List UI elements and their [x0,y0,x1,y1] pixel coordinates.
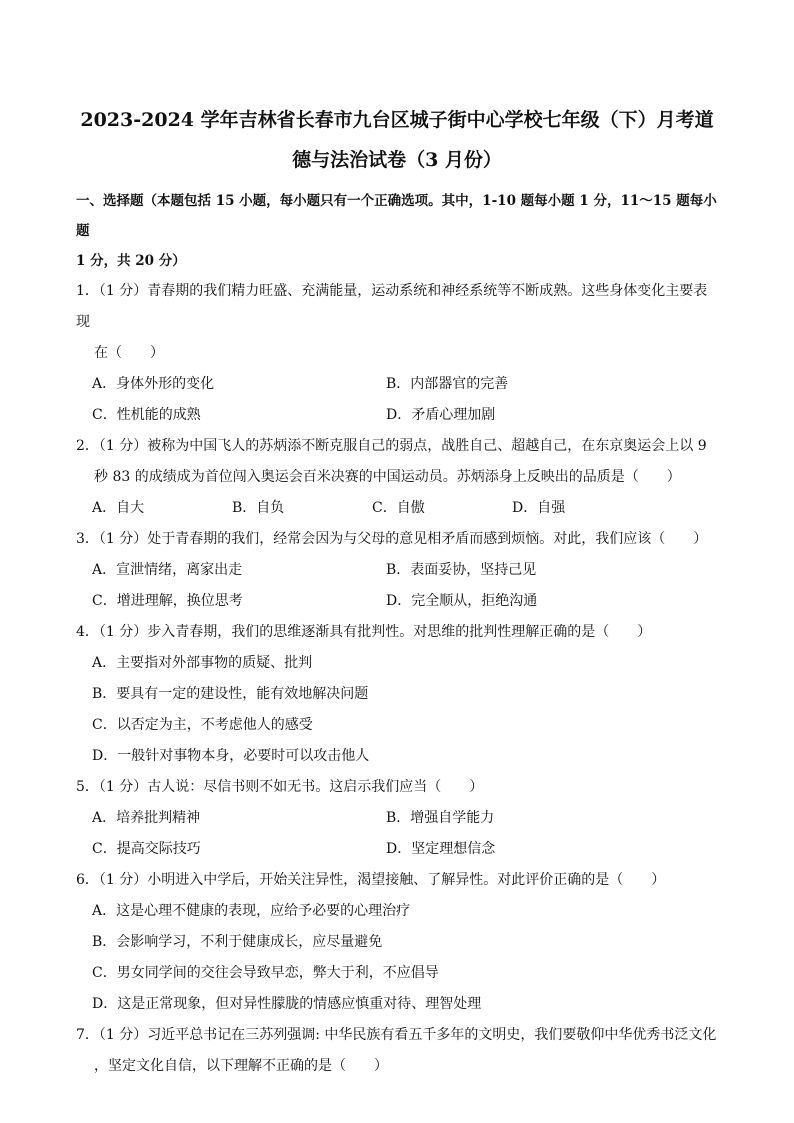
question-5-option-c: C．提高交际技巧 [92,841,201,857]
question-5-stem [76,772,718,803]
question-6-option-b: B．会影响学习，不利于健康成长，应尽量避免 [92,934,383,950]
question-4-stem-line-1: 4．（1 分）步入青春期，我们的思维逐渐具有批判性。对思维的批判性理解正确的是（ ） [76,624,652,640]
question-1-option-b: B．内部器官的完善 [386,376,509,392]
question-1-stem-line-1: 1．（1 分）青春期的我们精力旺盛、充满能量，运动系统和神经系统等不断成熟。这些身体变化主要表现 [76,283,708,330]
question-3-option-a: A．宣泄情绪，离家出走 [92,562,243,578]
question-3-stem-line-1: 3．（1 分）处于青春期的我们，经常会因为与父母的意见相矛盾而感到烦恼。对此，我们应该（ ） [76,531,708,547]
question-2-option-a: A．自大 [92,500,145,516]
question-1 [76,276,718,431]
question-2-stem-line-2: 秒 83 的成绩成为首位闯入奥运会百米决赛的中国运动员。苏炳添身上反映出的品质是（ ） [94,469,681,485]
question-6-option-c: C．男女同学间的交往会导致早恋，弊大于利，不应倡导 [92,965,439,981]
question-1-stem [76,276,718,369]
question-5-option-a: A．培养批判精神 [92,810,201,826]
question-5-options [76,803,718,865]
exam-title-line-2: 德与法治试卷（3 月份） [292,149,502,171]
question-2-stem [76,431,718,493]
question-4 [76,617,718,772]
question-4-stem [76,617,718,648]
question-4-option-c: C．以否定为主，不考虑他人的感受 [92,717,313,733]
question-3-stem [76,524,718,555]
exam-title [76,100,718,180]
question-2-option-c: C．自傲 [372,500,425,516]
question-5 [76,772,718,865]
question-7-stem [76,1020,718,1082]
question-3-option-c: C．增进理解，换位思考 [92,593,243,609]
question-6-option-d: D．这是正常现象，但对异性朦胧的情感应慎重对待、理智处理 [92,996,482,1012]
question-1-stem-line-2: 在（ ） [94,345,164,361]
question-1-option-c: C．性机能的成熟 [92,407,201,423]
question-2-stem-line-1: 2．（1 分）被称为中国飞人的苏炳添不断克服自己的弱点，战胜自己、超越自己，在东京奥运会上以 9 [76,438,707,454]
question-2-options [76,493,718,524]
question-7-stem-line-1: 7．（1 分）习近平总书记在三苏列强调: 中华民族有看五千多年的文明史，我们要敬仰中华优秀书泛文化 [76,1027,717,1043]
question-5-stem-line-1: 5．（1 分）古人说：尽信书则不如无书。这启示我们应当（ ） [76,779,484,795]
question-4-option-b: B．要具有一定的建设性，能有效地解决问题 [92,686,369,702]
question-4-options [76,648,718,772]
section-heading-line-1: 一、选择题（本题包括 15 小题，每小题只有一个正确选项。其中，1-10 题每小题 1 分，11～15 题每小题 [76,193,717,239]
question-3-options [76,555,718,617]
question-1-options [76,369,718,431]
section-heading-line-2: 1 分，共 20 分） [76,253,186,269]
question-3-option-d: D．完全顺从，拒绝沟通 [386,593,538,609]
question-7-stem-line-2: ，坚定文化自信，以下理解不正确的是（ ） [94,1058,388,1074]
question-2-option-d: D．自强 [512,500,566,516]
question-2 [76,431,718,524]
question-6-options [76,896,718,1020]
question-4-option-a: A．主要指对外部事物的质疑、批判 [92,655,313,671]
question-6 [76,865,718,1020]
question-2-option-b: B．自负 [232,500,285,516]
exam-title-line-1: 2023-2024 学年吉林省长春市九台区城子街中心学校七年级（下）月考道 [80,109,714,131]
question-4-option-d: D．一般针对事物本身，必要时可以攻击他人 [92,748,370,764]
question-3-option-b: B．表面妥协，坚持己见 [386,562,537,578]
question-1-option-d: D．矛盾心理加剧 [386,407,496,423]
question-3 [76,524,718,617]
question-1-option-a: A．身体外形的变化 [92,376,215,392]
question-5-option-d: D．坚定理想信念 [386,841,496,857]
question-6-option-a: A．这是心理不健康的表现，应给予必要的心理治疗 [92,903,411,919]
section-heading [76,186,718,276]
question-6-stem-line-1: 6．（1 分）小明进入中学后，开始关注异性，渴望接触、了解异性。对此评价正确的是（ ） [76,872,666,888]
question-7 [76,1020,718,1082]
question-6-stem [76,865,718,896]
question-5-option-b: B．增强自学能力 [386,810,495,826]
